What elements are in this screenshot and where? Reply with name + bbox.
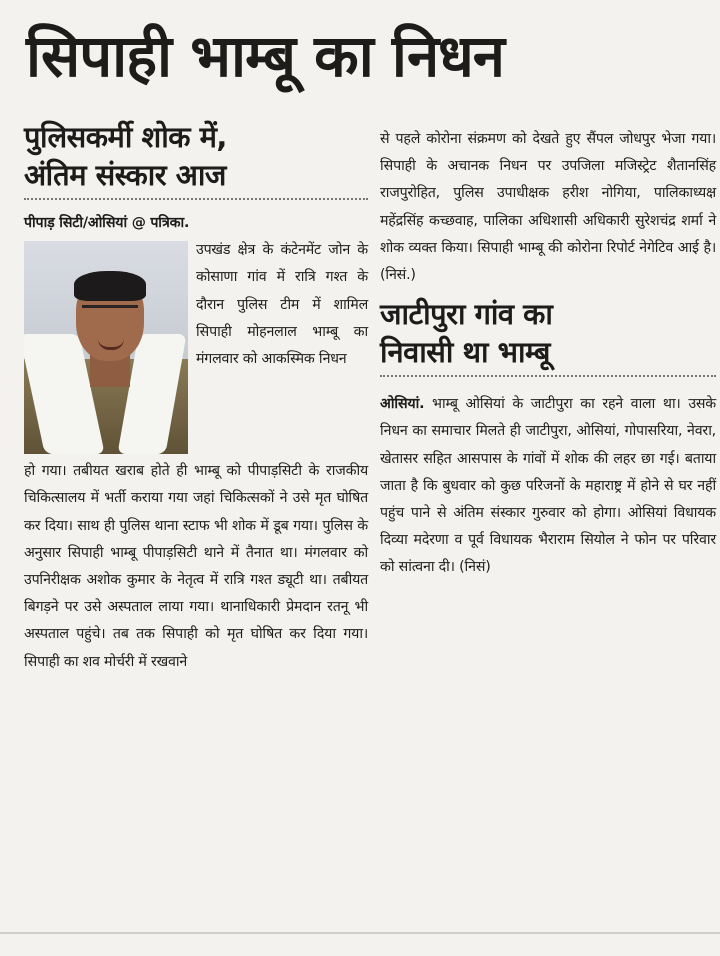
divider (380, 375, 716, 377)
dateline-osiyan: ओसियां. (380, 396, 425, 413)
dateline: पीपाड़ सिटी/ओसियां @ पत्रिका. (24, 215, 190, 231)
article-body-left (24, 210, 368, 676)
bottom-rule (0, 932, 720, 934)
article-body-right-top: से पहले कोरोना संक्रमण को देखते हुए सैंपल जोधपुर भेजा गया। सिपाही के अचानक निधन पर उपजिला मजिस्ट्रेट शैतानसिंह राजपुरोहित, पुलिस उपाधीक्षक हरीश नोगिया, पालिकाध्यक्ष महेंद्रसिंह कच्छवाह, पालिका अधिशासी अधिकारी सुरेशचंद्र शर्मा ने शोक व्यक्त किया। सिपाही भाम्बू की कोरोना रिपोर्ट नेगेटिव आई है। (निसं.) (380, 131, 716, 284)
body-bottom: भाम्बू ओसियां के जाटीपुरा का रहने वाला था। उसके निधन का समाचार मिलते ही जाटीपुरा, ओसियां, गोपासरिया, नेवरा, खेतासर सहित आसपास के गांवों में शोक की लहर छा गई। बताया जाता है कि बुधवार को कुछ परिजनों के महाराष्ट्र में होने से घर नहीं पहुंच पाने से अंतिम संस्कार गुरुवार को होगा। ओसियां विधायक दिव्या मदेरणा व पूर्व विधायक भैराराम सियोल ने फोन पर परिवार को सांत्वना दी। (निसं) (380, 396, 716, 576)
constable-photo (24, 241, 188, 454)
left-column (24, 118, 368, 676)
right-subhead-line1: जाटीपुरा गांव का (380, 297, 553, 332)
article-body-right-bottom (380, 391, 716, 581)
photo-wrap (24, 237, 368, 458)
left-subhead-line2: अंतिम संस्कार आज (24, 158, 226, 192)
body-beside-photo: उपखंड क्षेत्र के कंटेनमेंट जोन के कोसाणा गांव में रात्रि गश्त के दौरान पुलिस टीम में शामिल सिपाही मोहनलाल भाम्बू का मंगलवार को आकस्मिक निधन (196, 242, 368, 368)
right-column (380, 126, 716, 582)
divider (24, 198, 368, 200)
headline: सिपाही भाम्बू का निधन (26, 22, 504, 90)
left-subhead-line1: पुलिसकर्मी शोक में, (24, 120, 227, 154)
body-below-photo: हो गया। तबीयत खराब होते ही भाम्बू को पीपाड़सिटी के राजकीय चिकित्सालय में भर्ती कराया गया जहां चिकित्सकों ने उसे मृत घोषित कर दिया। साथ ही पुलिस थाना स्टाफ भी शोक में डूब गया। पुलिस के अनुसार सिपाही भाम्बू पीपाड़सिटी थाने में तैनात था। मंगलवार को उपनिरीक्षक अशोक कुमार के नेतृत्व में रात्रि गश्त ड्यूटी था। तबीयत बिगड़ने पर उसे अस्पताल लाया गया। थानाधिकारी प्रेमदान रतनू भी अस्पताल पहुंचे। तब तक सिपाही को मृत घोषित कर दिया गया। सिपाही का शव मोर्चरी में रखवाने (24, 463, 368, 670)
right-subhead-line2: निवासी था भाम्बू (380, 335, 550, 370)
